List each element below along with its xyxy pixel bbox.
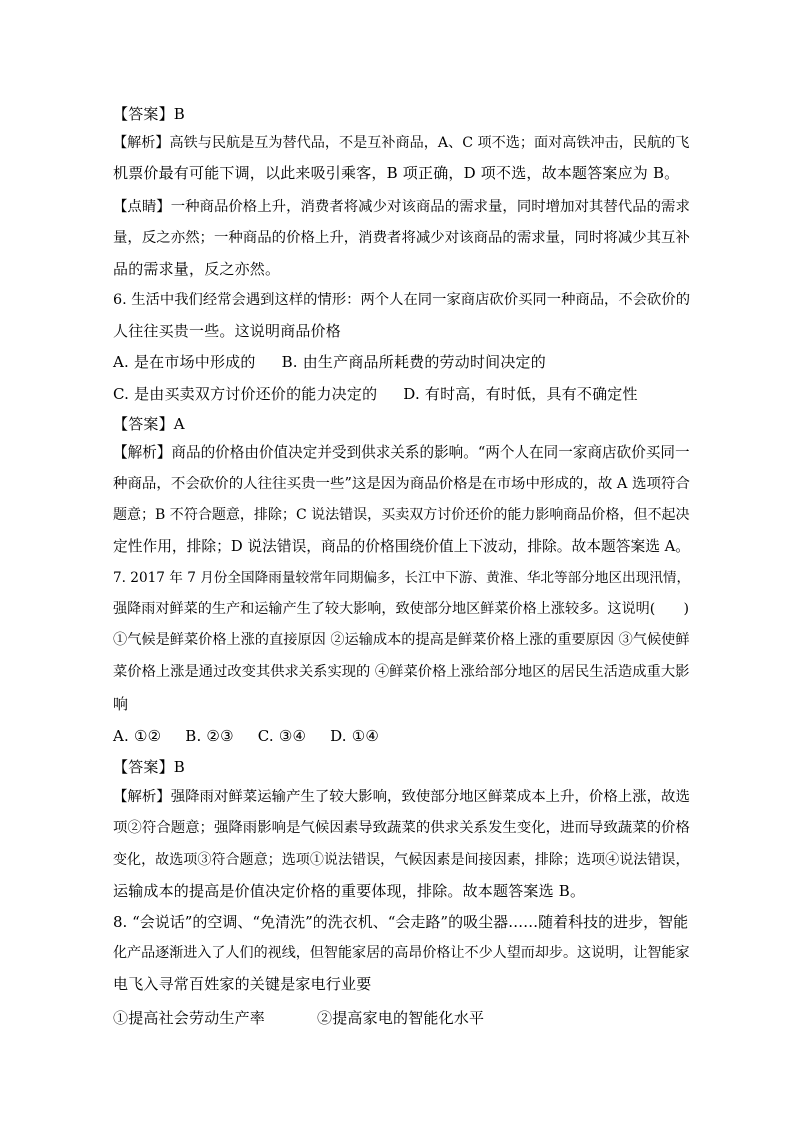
q7-analysis-line-4: 运输成本的提高是价值决定价格的重要体现，排除。故本题答案选 B。 [113, 882, 586, 900]
q8-option-2: ②提高家电的智能化水平 [317, 1009, 485, 1027]
q7-answer: 【答案】B [113, 758, 186, 776]
q8-option-1: ①提高社会劳动生产率 [113, 1009, 266, 1027]
q5-analysis-line-2: 机票价最有可能下调，以此来吸引乘客，B 项正确，D 项不选，故本题答案应为 B。 [113, 164, 680, 182]
q7-stem-line-2: 强降雨对鲜菜的生产和运输产生了较大影响，致使部分地区鲜菜价格上涨较多。这说明( ) [113, 601, 690, 617]
q5-tip-line-2: 量，反之亦然；一种商品的价格上升，消费者将减少对该商品的需求量，同时将减少其互补 [113, 230, 690, 246]
q6-stem-line-1: 6. 生活中我们经常会遇到这样的情形：两个人在同一家商店砍价买同一种商品，不会砍价的 [113, 292, 691, 308]
q8-stem-line-2: 化产品逐渐进入了人们的视线，但智能家居的高昂价格让不少人望而却步。这说明，让智能家 [113, 945, 690, 961]
q7-stem-line-4: 菜价格上涨是通过改变其供求关系实现的 ④鲜菜价格上涨给部分地区的居民生活造成重大影 [113, 664, 690, 680]
q6-option-d: D. 有时高，有时低，具有不确定性 [403, 385, 638, 403]
q7-options-row [113, 726, 379, 746]
q6-analysis-line-3: 题意；B 不符合题意，排除；C 说法错误，买卖双方讨价还价的能力影响商品价格，但不起决 [113, 507, 690, 523]
q6-option-c: C. 是由买卖双方讨价还价的能力决定的 [113, 385, 378, 403]
q6-analysis-line-4: 定性作用，排除；D 说法错误，商品的价格围绕价值上下波动，排除。故本题答案选 A。 [113, 538, 690, 555]
q6-option-b: B. 由生产商品所耗费的劳动时间决定的 [281, 353, 546, 371]
q8-options-row [113, 1008, 484, 1028]
q5-tip-line-3: 品的需求量，反之亦然。 [113, 260, 281, 278]
q7-stem-line-1: 7. 2017 年 7 月份全国降雨量较常年同期偏多，长江中下游、黄淮、华北等部分地区出现汛情， [113, 570, 691, 586]
q8-stem-line-3: 电飞入寻常百姓家的关键是家电行业要 [113, 975, 372, 993]
q7-analysis-line-1: 【解析】强降雨对鲜菜运输产生了较大影响，致使部分地区鲜菜成本上升，价格上涨，故选 [113, 789, 690, 805]
q6-option-a: A. 是在市场中形成的 [113, 353, 256, 371]
q5-tip-line-1: 【点睛】一种商品价格上升，消费者将减少对该商品的需求量，同时增加对其替代品的需求 [113, 199, 690, 215]
q6-analysis-line-1: 【解析】商品的价格由价值决定并受到供求关系的影响。“两个人在同一家商店砍价买同一 [113, 444, 690, 461]
q7-option-b: B. ②③ [185, 727, 234, 745]
q6-stem-line-2: 人往往买贵一些。这说明商品价格 [113, 322, 342, 340]
q7-option-d: D. ①④ [330, 727, 380, 745]
q7-stem-line-3: ①气候是鲜菜价格上涨的直接原因 ②运输成本的提高是鲜菜价格上涨的重要原因 ③气候使鲜 [113, 632, 690, 648]
q7-option-a: A. ①② [113, 727, 162, 745]
q6-analysis-line-2: 种商品，不会砍价的人往往买贵一些”这是因为商品价格是在市场中形成的，故 A 选项符合 [113, 476, 690, 492]
q7-stem-line-5: 响 [113, 695, 129, 713]
q5-analysis-line-1: 【解析】高铁与民航是互为替代品，不是互补商品，A、C 项不选；面对高铁冲击，民航的飞 [113, 135, 690, 151]
q7-analysis-line-3: 变化，故选项③符合题意；选项①说法错误，气候因素是间接因素，排除；选项④说法错误， [113, 852, 690, 868]
q6-options-row-1 [113, 352, 546, 372]
q6-options-row-2 [113, 384, 638, 404]
q7-option-c: C. ③④ [257, 727, 307, 745]
q7-analysis-line-2: 项②符合题意；强降雨影响是气候因素导致蔬菜的供求关系发生变化，进而导致蔬菜的价格 [113, 820, 690, 836]
q5-answer: 【答案】B [113, 105, 186, 123]
q6-answer: 【答案】A [113, 415, 185, 433]
q8-stem-line-1: 8. “会说话”的空调、“免清洗”的洗衣机、“会走路”的吸尘器……随着科技的进步，智能 [113, 913, 689, 931]
